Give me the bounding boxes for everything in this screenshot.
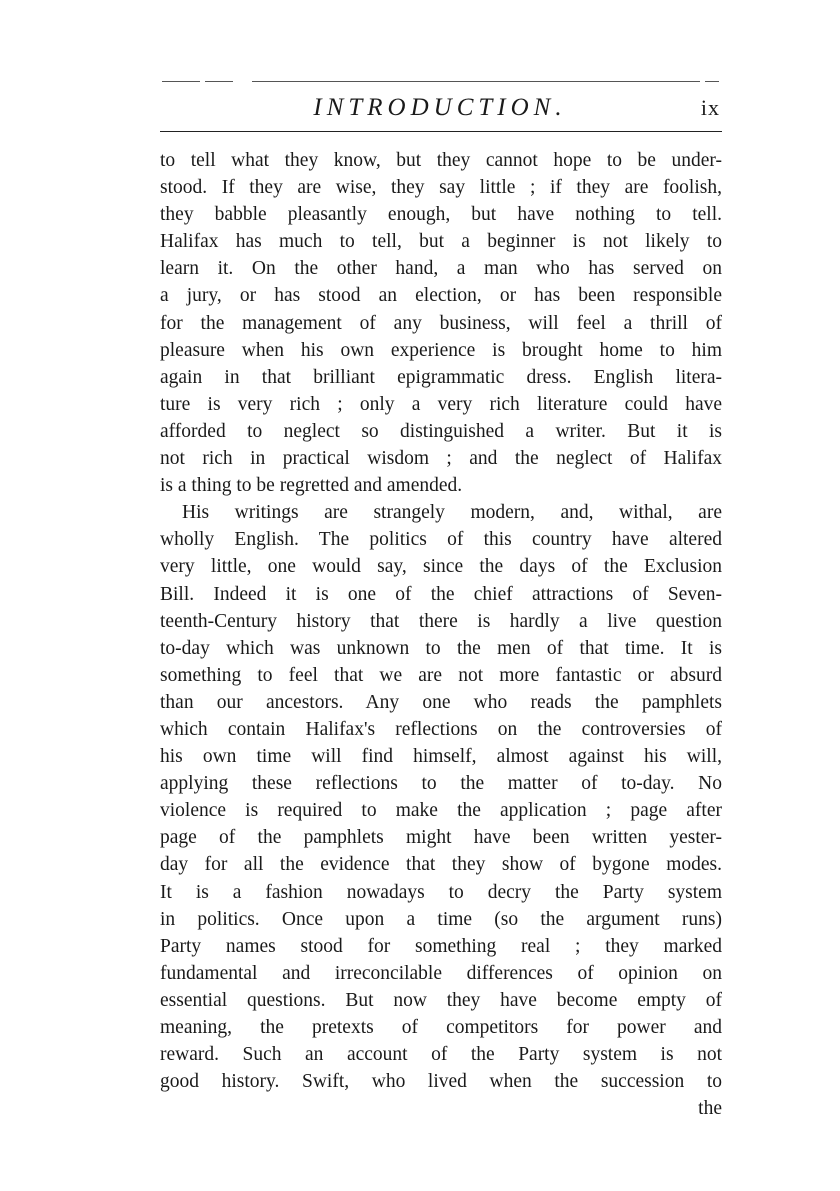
text-line: applying these reflections to the matter of to-day. No [160,773,722,795]
text-line: Halifax has much to tell, but a beginner is not likely to [160,231,722,253]
text-line: reward. Such an account of the Party system is not [160,1044,722,1066]
text-line: they babble pleasantly enough, but have nothing to tell. [160,204,722,226]
text-line: his own time will find himself, almost against his will, [160,746,722,768]
text-line: good history. Swift, who lived when the succession to [160,1071,722,1093]
text-line: ture is very rich ; only a very rich literature could have [160,393,722,415]
text-line: which contain Halifax's reflections on the controversies of [160,718,722,740]
text-line: than our ancestors. Any one who reads the pamphlets [160,691,722,713]
top-rule-tail [705,81,719,82]
text-line: wholly English. The politics of this country have altered [160,529,722,551]
text-line: for the management of any business, will feel a thrill of [160,312,722,334]
text-line: Party names stood for something real ; they marked [160,935,722,957]
top-rule-middle [205,81,233,82]
text-line: page of the pamphlets might have been written yester- [160,827,722,849]
catchword: the [698,1098,722,1120]
paragraph-end-line: is a thing to be regretted and amended. [160,475,463,497]
text-line: teenth-Century history that there is hardly a live question [160,610,722,632]
text-line: not rich in practical wisdom ; and the neglect of Halifax [160,448,722,470]
text-line: very little, one would say, since the days of the Exclusion [160,556,722,578]
text-line: fundamental and irreconcilable differences of opinion on [160,962,722,984]
text-line: violence is required to make the application ; page after [160,800,722,822]
running-title: INTRODUCTION. [313,94,567,121]
body-text [160,147,722,1122]
text-line: learn it. On the other hand, a man who has served on [160,258,722,280]
top-rule-left [162,81,200,82]
text-line: Bill. Indeed it is one of the chief attractions of Seven- [160,583,722,605]
top-rule-right [252,81,700,82]
paragraph-start-line: His writings are strangely modern, and, withal, are [182,502,722,524]
page-header [160,92,720,128]
text-line: to tell what they know, but they cannot hope to be under- [160,150,722,171]
text-line: day for all the evidence that they show of bygone modes. [160,854,722,876]
text-line: to-day which was unknown to the men of that time. It is [160,637,722,659]
text-line: afforded to neglect so distinguished a writer. But it is [160,420,722,442]
page-number: ix [700,95,720,120]
text-line: in politics. Once upon a time (so the argument runs) [160,908,722,930]
text-line: pleasure when his own experience is brought home to him [160,339,722,361]
text-line: a jury, or has stood an election, or has been responsible [160,285,722,307]
text-line: meaning, the pretexts of competitors for power and [160,1017,722,1038]
text-line: essential questions. But now they have become empty of [160,989,722,1011]
text-line: It is a fashion nowadays to decry the Party system [160,881,722,903]
text-line: again in that brilliant epigrammatic dress. English litera- [160,366,722,388]
header-rule [160,131,722,132]
text-line: something to feel that we are not more fantastic or absurd [160,664,722,686]
text-line: stood. If they are wise, they say little ; if they are foolish, [160,177,722,199]
